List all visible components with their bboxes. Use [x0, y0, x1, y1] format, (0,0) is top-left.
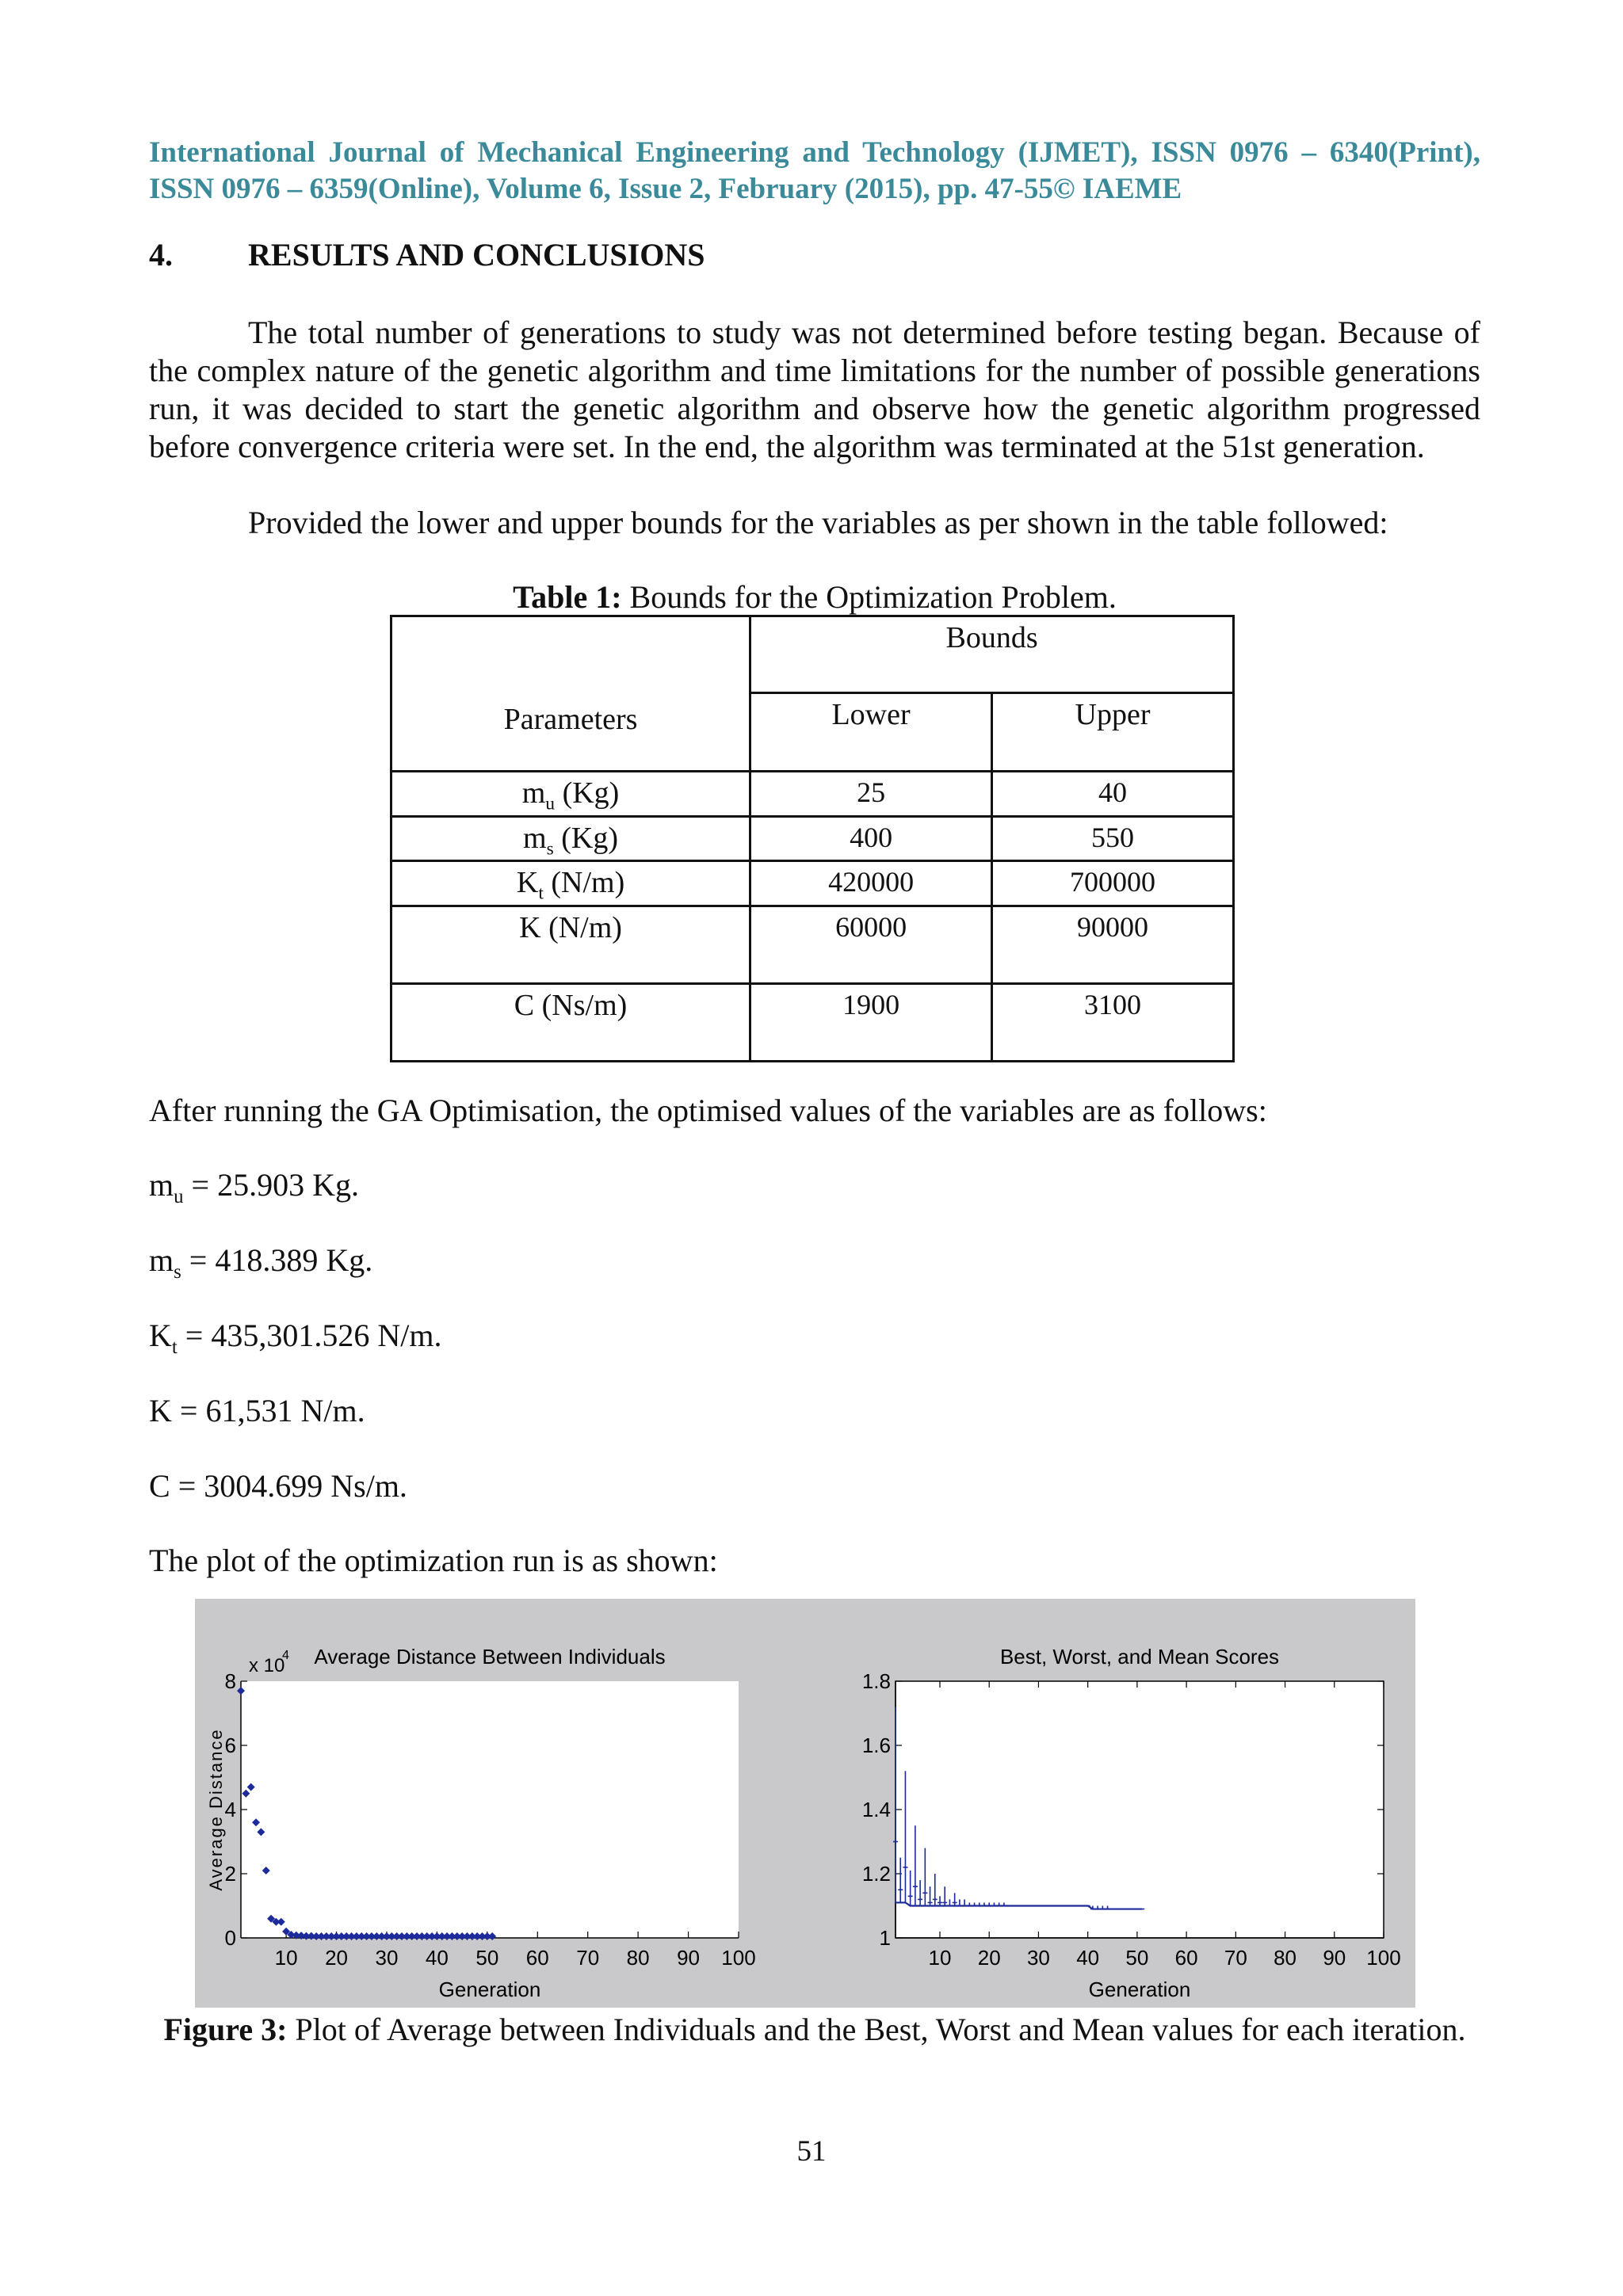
y-multiplier-label: x 10	[249, 1655, 285, 1676]
chart-title: Average Distance Between Individuals	[314, 1645, 666, 1669]
lower-cell: 400	[750, 816, 992, 861]
table-row	[391, 861, 1234, 906]
lower-cell: 60000	[750, 906, 992, 983]
figure-3	[195, 1599, 1415, 2008]
parameters-header: Parameters	[391, 616, 750, 772]
page-number: 51	[796, 2135, 827, 2168]
section-heading	[149, 236, 705, 273]
upper-cell: 90000	[992, 906, 1234, 983]
y-multiplier-exponent: 4	[282, 1649, 289, 1662]
x-tick-label: 10	[928, 1946, 952, 1970]
upper-cell: 40	[992, 772, 1234, 817]
lower-header: Lower	[750, 693, 992, 772]
section-number: 4.	[149, 237, 173, 273]
x-tick-label: 90	[677, 1946, 701, 1970]
x-tick-label: 50	[475, 1946, 499, 1970]
lower-cell: 1900	[750, 983, 992, 1061]
y-tick-label: 8	[224, 1669, 236, 1693]
figure-caption-text: Plot of Average between Individuals and the Best, Worst and Mean values for each iteration.	[287, 2012, 1466, 2047]
y-tick-label: 1.6	[861, 1733, 891, 1757]
lower-cell: 420000	[750, 861, 992, 906]
x-tick-label: 80	[626, 1946, 650, 1970]
param-cell: $m_u$ (Kg)	[391, 772, 750, 817]
y-tick-label: 1.8	[861, 1669, 891, 1693]
x-tick-label: 90	[1323, 1946, 1346, 1970]
x-tick-label: 80	[1274, 1946, 1297, 1970]
param-cell: $K_t$ (N/m)	[391, 861, 750, 906]
upper-cell: 700000	[992, 861, 1234, 906]
y-tick-label: 1.2	[861, 1862, 891, 1886]
y-tick-label: 0	[224, 1926, 236, 1950]
x-tick-label: 100	[721, 1946, 756, 1970]
table-caption-label: Table 1:	[513, 579, 622, 615]
x-tick-label: 40	[1076, 1946, 1100, 1970]
x-tick-label: 70	[576, 1946, 600, 1970]
x-tick-label: 10	[274, 1946, 298, 1970]
upper-header: Upper	[992, 693, 1234, 772]
plot-area	[241, 1681, 739, 1938]
figure-caption-label: Figure 3:	[163, 2012, 288, 2047]
bounds-table	[390, 615, 1235, 1062]
figure-svg	[195, 1599, 1415, 2008]
x-tick-label: 30	[375, 1946, 399, 1970]
plot-area	[896, 1681, 1384, 1938]
table-caption	[149, 578, 1480, 616]
x-tick-label: 60	[525, 1946, 549, 1970]
x-tick-label: 30	[1026, 1946, 1050, 1970]
param-cell: C (Ns/m)	[391, 983, 750, 1061]
y-tick-label: 6	[224, 1733, 236, 1757]
bounds-intro-paragraph: Provided the lower and upper bounds for the variables as per shown in the table followed:	[248, 505, 1388, 540]
x-tick-label: 20	[977, 1946, 1001, 1970]
plot-intro-paragraph: The plot of the optimization run is as shown:	[149, 1543, 718, 1578]
intro-paragraph: The total number of generations to study was not determined before testing began. Because of the complex nature of the genetic algorithm and time limitations for the number of possible generations run, it was decided to start the genetic algorithm and observe how the genetic algorithm progressed before convergence criteria were set. In the end, the algorithm was terminated at the 51st generation.	[149, 315, 1480, 464]
table-row	[391, 772, 1234, 817]
x-tick-label: 100	[1366, 1946, 1401, 1970]
table-row	[391, 906, 1234, 983]
result-ms: $m_s = 418.389$ Kg.	[149, 1242, 373, 1283]
x-axis-label: Generation	[1088, 1978, 1191, 2001]
result-k: K = 61,531 N/m.	[149, 1393, 365, 1428]
y-tick-label: 1	[879, 1926, 891, 1950]
chart-title: Best, Worst, and Mean Scores	[999, 1645, 1280, 1669]
x-tick-label: 60	[1174, 1946, 1198, 1970]
upper-cell: 3100	[992, 983, 1234, 1061]
param-cell: $m_s$ (Kg)	[391, 816, 750, 861]
x-tick-label: 20	[325, 1946, 348, 1970]
table-row	[391, 816, 1234, 861]
upper-cell: 550	[992, 816, 1234, 861]
journal-header: International Journal of Mechanical Engineering and Technology (IJMET), ISSN 0976 – 6340(Print), ISSN 0976 – 6359(Online), Volume 6, Issue 2, February (2015), pp. 47-55© IAEME	[149, 136, 1480, 205]
y-tick-label: 2	[224, 1862, 236, 1886]
y-axis-label: Average Distance	[206, 1728, 226, 1891]
y-tick-label: 4	[224, 1798, 236, 1821]
result-c: C = 3004.699 Ns/m.	[149, 1468, 407, 1504]
figure-caption	[149, 2011, 1480, 2049]
after-paragraph: After running the GA Optimisation, the optimised values of the variables are as follows:	[149, 1093, 1267, 1128]
result-mu: $m_u = 25.903$ Kg.	[149, 1167, 359, 1207]
bounds-header: Bounds	[750, 616, 1234, 693]
section-title: RESULTS AND CONCLUSIONS	[248, 237, 705, 273]
x-tick-label: 70	[1224, 1946, 1247, 1970]
x-tick-label: 40	[425, 1946, 449, 1970]
y-tick-label: 1.4	[861, 1798, 891, 1821]
x-axis-label: Generation	[438, 1978, 541, 2001]
table-row	[391, 983, 1234, 1061]
x-tick-label: 50	[1125, 1946, 1149, 1970]
result-kt: $K_t = 435,301.526$ N/m.	[149, 1318, 442, 1358]
table-caption-text: Bounds for the Optimization Problem.	[621, 579, 1117, 615]
lower-cell: 25	[750, 772, 992, 817]
param-cell: K (N/m)	[391, 906, 750, 983]
